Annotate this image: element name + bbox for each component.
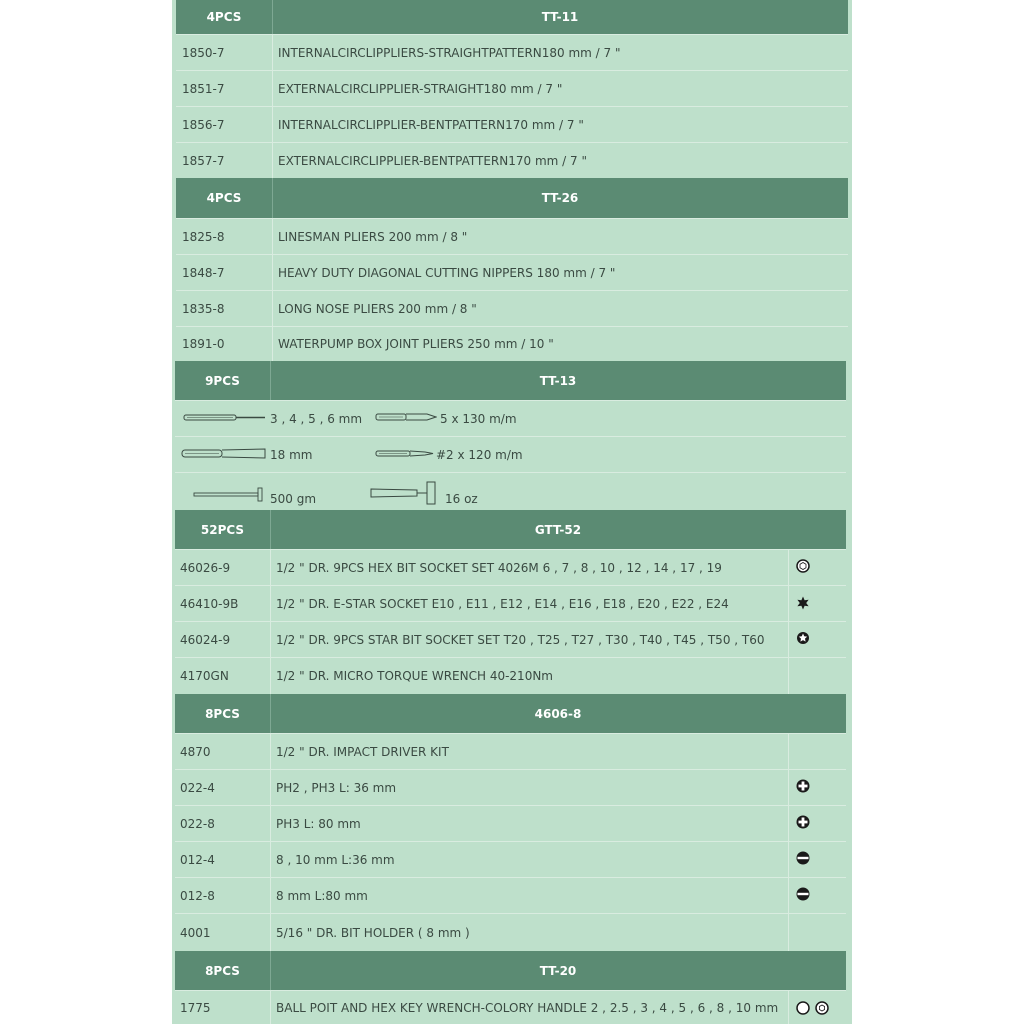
slotted-icon bbox=[796, 887, 810, 901]
part-description: 1/2 " DR. MICRO TORQUE WRENCH 40-210Nm bbox=[276, 669, 553, 683]
scriber-icon bbox=[375, 448, 435, 460]
table-row bbox=[175, 805, 846, 841]
table-row bbox=[175, 657, 846, 694]
slotted-icon bbox=[796, 851, 810, 865]
phillips-icon bbox=[796, 779, 810, 793]
hex-key-pair-icon bbox=[795, 1000, 831, 1016]
tool-set-table bbox=[172, 0, 852, 1024]
section-header-gtt-52 bbox=[175, 510, 846, 549]
part-description: INTERNALCIRCLIPPLIER-BENTPATTERN170 mm / 7 " bbox=[278, 117, 584, 132]
part-description: BALL POIT AND HEX KEY WRENCH-COLORY HANDLE 2 , 2.5 , 3 , 4 , 5 , 6 , 8 , 10 mm bbox=[276, 1000, 779, 1015]
part-code: 1891-0 bbox=[182, 337, 225, 351]
table-row bbox=[176, 326, 848, 361]
part-description: EXTERNALCIRCLIPPLIER-STRAIGHT180 mm / 7 " bbox=[278, 81, 563, 96]
table-row bbox=[176, 254, 848, 290]
e-star-icon bbox=[796, 596, 810, 610]
part-code: 4170GN bbox=[180, 669, 229, 683]
section-title: 4606-8 bbox=[534, 706, 582, 721]
part-description: 1/2 " DR. 9PCS HEX BIT SOCKET SET 4026M 6 , 7 , 8 , 10 , 12 , 14 , 17 , 19 bbox=[276, 560, 722, 575]
part-code: 4001 bbox=[180, 925, 211, 940]
section-qty: 9PCS bbox=[205, 373, 240, 388]
part-description: PH3 L: 80 mm bbox=[276, 816, 361, 831]
part-code: 1848-7 bbox=[182, 265, 225, 280]
table-row bbox=[175, 913, 846, 951]
part-description: PH2 , PH3 L: 36 mm bbox=[276, 780, 397, 795]
part-code: 022-4 bbox=[180, 780, 215, 795]
part-description: INTERNALCIRCLIPPLIERS-STRAIGHTPATTERN180 mm / 7 " bbox=[278, 45, 621, 60]
part-description: 8 mm L:80 mm bbox=[276, 888, 368, 903]
section-qty: 52PCS bbox=[200, 522, 245, 537]
table-row bbox=[176, 70, 848, 106]
hammer-icon bbox=[369, 479, 439, 507]
part-code: 022-8 bbox=[180, 816, 215, 831]
section-qty: 8PCS bbox=[205, 706, 240, 721]
phillips-icon bbox=[796, 815, 810, 829]
part-code: 46026-9 bbox=[180, 560, 231, 575]
tool-label: 5 x 130 m/m bbox=[440, 411, 517, 426]
tool-row bbox=[175, 472, 846, 510]
table-row bbox=[175, 585, 846, 621]
section-header-tt-26 bbox=[176, 178, 848, 218]
part-code: 1835-8 bbox=[182, 301, 225, 316]
part-description: 1/2 " DR. 9PCS STAR BIT SOCKET SET T20 , T25 , T27 , T30 , T40 , T45 , T50 , T60 bbox=[276, 632, 765, 647]
section-title: TT-20 bbox=[539, 963, 577, 978]
table-row bbox=[175, 841, 846, 877]
section-title: TT-26 bbox=[541, 191, 579, 205]
part-description: 5/16 " DR. BIT HOLDER ( 8 mm ) bbox=[276, 925, 470, 940]
tool-label: 16 oz bbox=[445, 491, 478, 506]
part-code: 4870 bbox=[180, 744, 211, 759]
pin-punch-icon bbox=[183, 412, 267, 424]
table-row bbox=[176, 142, 848, 178]
table-row bbox=[175, 769, 846, 805]
flat-chisel-icon bbox=[181, 447, 267, 461]
part-description: 1/2 " DR. IMPACT DRIVER KIT bbox=[276, 744, 449, 759]
table-row bbox=[176, 34, 848, 70]
part-code: 1856-7 bbox=[182, 117, 225, 132]
table-row bbox=[176, 106, 848, 142]
section-qty: 8PCS bbox=[205, 963, 240, 978]
part-code: 1851-7 bbox=[182, 81, 225, 96]
section-header-tt-11 bbox=[176, 0, 848, 34]
section-header-4606-8 bbox=[175, 694, 846, 733]
section-header-tt-13 bbox=[175, 361, 846, 400]
part-code: 1850-7 bbox=[182, 45, 225, 60]
part-description: HEAVY DUTY DIAGONAL CUTTING NIPPERS 180 mm / 7 " bbox=[278, 265, 616, 280]
part-description: 8 , 10 mm L:36 mm bbox=[276, 852, 395, 867]
center-punch-icon bbox=[375, 411, 437, 425]
section-qty: 4PCS bbox=[206, 191, 242, 205]
table-row bbox=[175, 621, 846, 657]
tool-row bbox=[175, 400, 846, 436]
part-description: WATERPUMP BOX JOINT PLIERS 250 mm / 10 " bbox=[278, 337, 554, 351]
ball-hammer-icon bbox=[193, 487, 267, 503]
part-code: 1775 bbox=[180, 1000, 211, 1015]
torx-icon bbox=[796, 631, 810, 645]
table-row bbox=[175, 877, 846, 913]
table-row bbox=[176, 218, 848, 254]
tool-label: 18 mm bbox=[270, 447, 313, 462]
section-title: GTT-52 bbox=[534, 522, 582, 537]
table-row bbox=[175, 549, 846, 585]
section-title: TT-11 bbox=[541, 10, 579, 24]
part-code: 012-8 bbox=[180, 888, 215, 903]
part-code: 46024-9 bbox=[180, 632, 231, 647]
table-row bbox=[176, 290, 848, 326]
part-description: EXTERNALCIRCLIPPLIER-BENTPATTERN170 mm / 7 " bbox=[278, 153, 587, 168]
tool-label: 500 gm bbox=[270, 491, 317, 506]
part-code: 46410-9B bbox=[180, 596, 239, 611]
part-description: LONG NOSE PLIERS 200 mm / 8 " bbox=[278, 301, 477, 316]
section-qty: 4PCS bbox=[206, 10, 242, 24]
tool-label: #2 x 120 m/m bbox=[436, 447, 523, 462]
part-code: 1857-7 bbox=[182, 153, 225, 168]
section-title: TT-13 bbox=[539, 373, 577, 388]
section-header-tt-20 bbox=[175, 951, 846, 990]
tool-label: 3 , 4 , 5 , 6 mm bbox=[270, 411, 363, 426]
part-description: 1/2 " DR. E-STAR SOCKET E10 , E11 , E12 , E14 , E16 , E18 , E20 , E22 , E24 bbox=[276, 596, 729, 611]
part-description: LINESMAN PLIERS 200 mm / 8 " bbox=[278, 229, 468, 244]
table-row bbox=[175, 990, 846, 1024]
tool-row bbox=[175, 436, 846, 472]
part-code: 1825-8 bbox=[182, 229, 225, 244]
table-row bbox=[175, 733, 846, 769]
part-code: 012-4 bbox=[180, 852, 215, 867]
hex-socket-icon bbox=[796, 559, 810, 573]
